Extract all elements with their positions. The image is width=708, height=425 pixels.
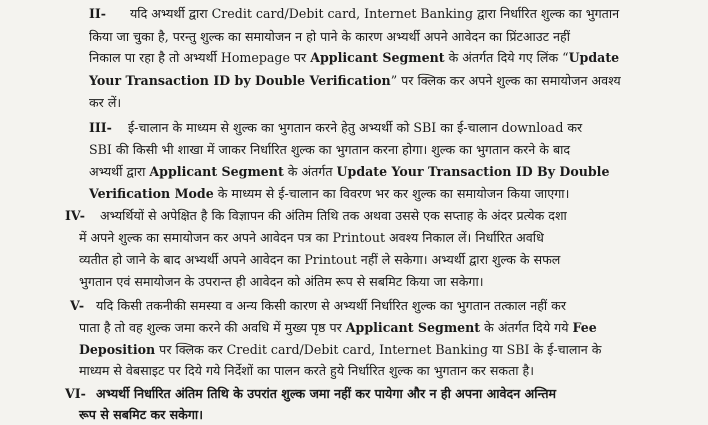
item-iv-line-4: भुगतान एवं समायोजन के उपरान्त ही आवेदन को अंतिम रूप से सबमिट किया जा सकेगा। [79, 274, 484, 289]
item-iv-line-1: अभ्यर्थियों से अपेक्षित है कि विज्ञापन की अंतिम तिथि तक अथवा उससे एक सप्ताह के अंदर प्रत्येक दशा [100, 208, 567, 223]
item-ii-line-2: किया जा चुका है, परन्तु शुल्क का समायोजन न हो पाने के कारण अभ्यर्थी अपने आवेदन का प्रिंटआउट नहीं [89, 29, 570, 44]
item-ii-line-1: यदि अभ्यर्थी द्वारा Credit card/Debit card, Internet Banking द्वारा निर्धारित शुल्क का भुगतान [130, 6, 620, 21]
item-iii-line-2: SBI की किसी भी शाखा में जाकर निर्धारित शुल्क का भुगतान करना होगा। शुल्क का भुगतान करने के बाद [89, 142, 571, 157]
item-numeral-iii: III- [89, 120, 112, 135]
item-numeral-ii: II- [89, 6, 107, 21]
item-iii-line-4: Verification Mode के माध्यम से ई-चालान का विवरण भर कर शुल्क का समायोजन किया जाएगा। [89, 186, 570, 201]
item-vi-line-1: अभ्यर्थी निर्धारित अंतिम तिथि के उपरांत शुल्क जमा नहीं कर पायेगा और न ही अपना आवेदन अन्तिम [96, 386, 557, 401]
item-ii-line-5: कर लें। [89, 95, 122, 110]
item-iii-line-1: ई-चालान के माध्यम से शुल्क का भुगतान करने हेतु अभ्यर्थी को SBI का ई-चालान download कर [128, 120, 583, 135]
item-v-line-2: पाता है तो वह शुल्क जमा करने की अवधि में मुख्य पृष्ठ पर Applicant Segment के अंतर्गत दिये गये Fee [79, 320, 597, 335]
item-v-line-1: यदि किसी तकनीकी समस्या व अन्य किसी कारण से अभ्यर्थी निर्धारित शुल्क का भुगतान तत्काल नहीं कर [96, 298, 566, 313]
item-iii-line-3: अभ्यर्थी द्वारा Applicant Segment के अंतर्गत Update Your Transaction ID By Double [89, 164, 610, 179]
item-iv-line-3: व्यतीत हो जाने के बाद अभ्यर्थी अपने आवेदन का Printout नहीं ले सकेगा। अभ्यर्थी द्वारा शुल्क के सफल [79, 252, 561, 267]
item-iv-line-2: में अपने शुल्क का समायोजन कर अपने आवेदन पत्र का Printout अवश्य निकाल लें। निर्धारित अवधि [79, 230, 544, 245]
item-ii-line-3: निकाल पा रहा है तो अभ्यर्थी Homepage पर Applicant Segment के अंतर्गत दिये गए लिंक “Update [89, 50, 620, 65]
item-numeral-vi: VI- [65, 386, 86, 401]
item-v-line-3: Deposition पर क्लिक कर Credit card/Debit card, Internet Banking या SBI के ई-चालान के [79, 342, 602, 357]
item-vi-line-2: रूप से सबमिट कर सकेगा। [79, 407, 203, 422]
item-numeral-iv: IV- [65, 208, 85, 223]
item-ii-line-4: Your Transaction ID by Double Verification” पर क्लिक कर अपने शुल्क का समायोजन अवश्य [89, 73, 621, 88]
item-numeral-v: V- [70, 298, 85, 313]
item-v-line-4: माध्यम से वेबसाइट पर दिये गये निर्देशों का पालन करते हुये निर्धारित शुल्क का भुगतान कर सकता है। [79, 363, 534, 378]
